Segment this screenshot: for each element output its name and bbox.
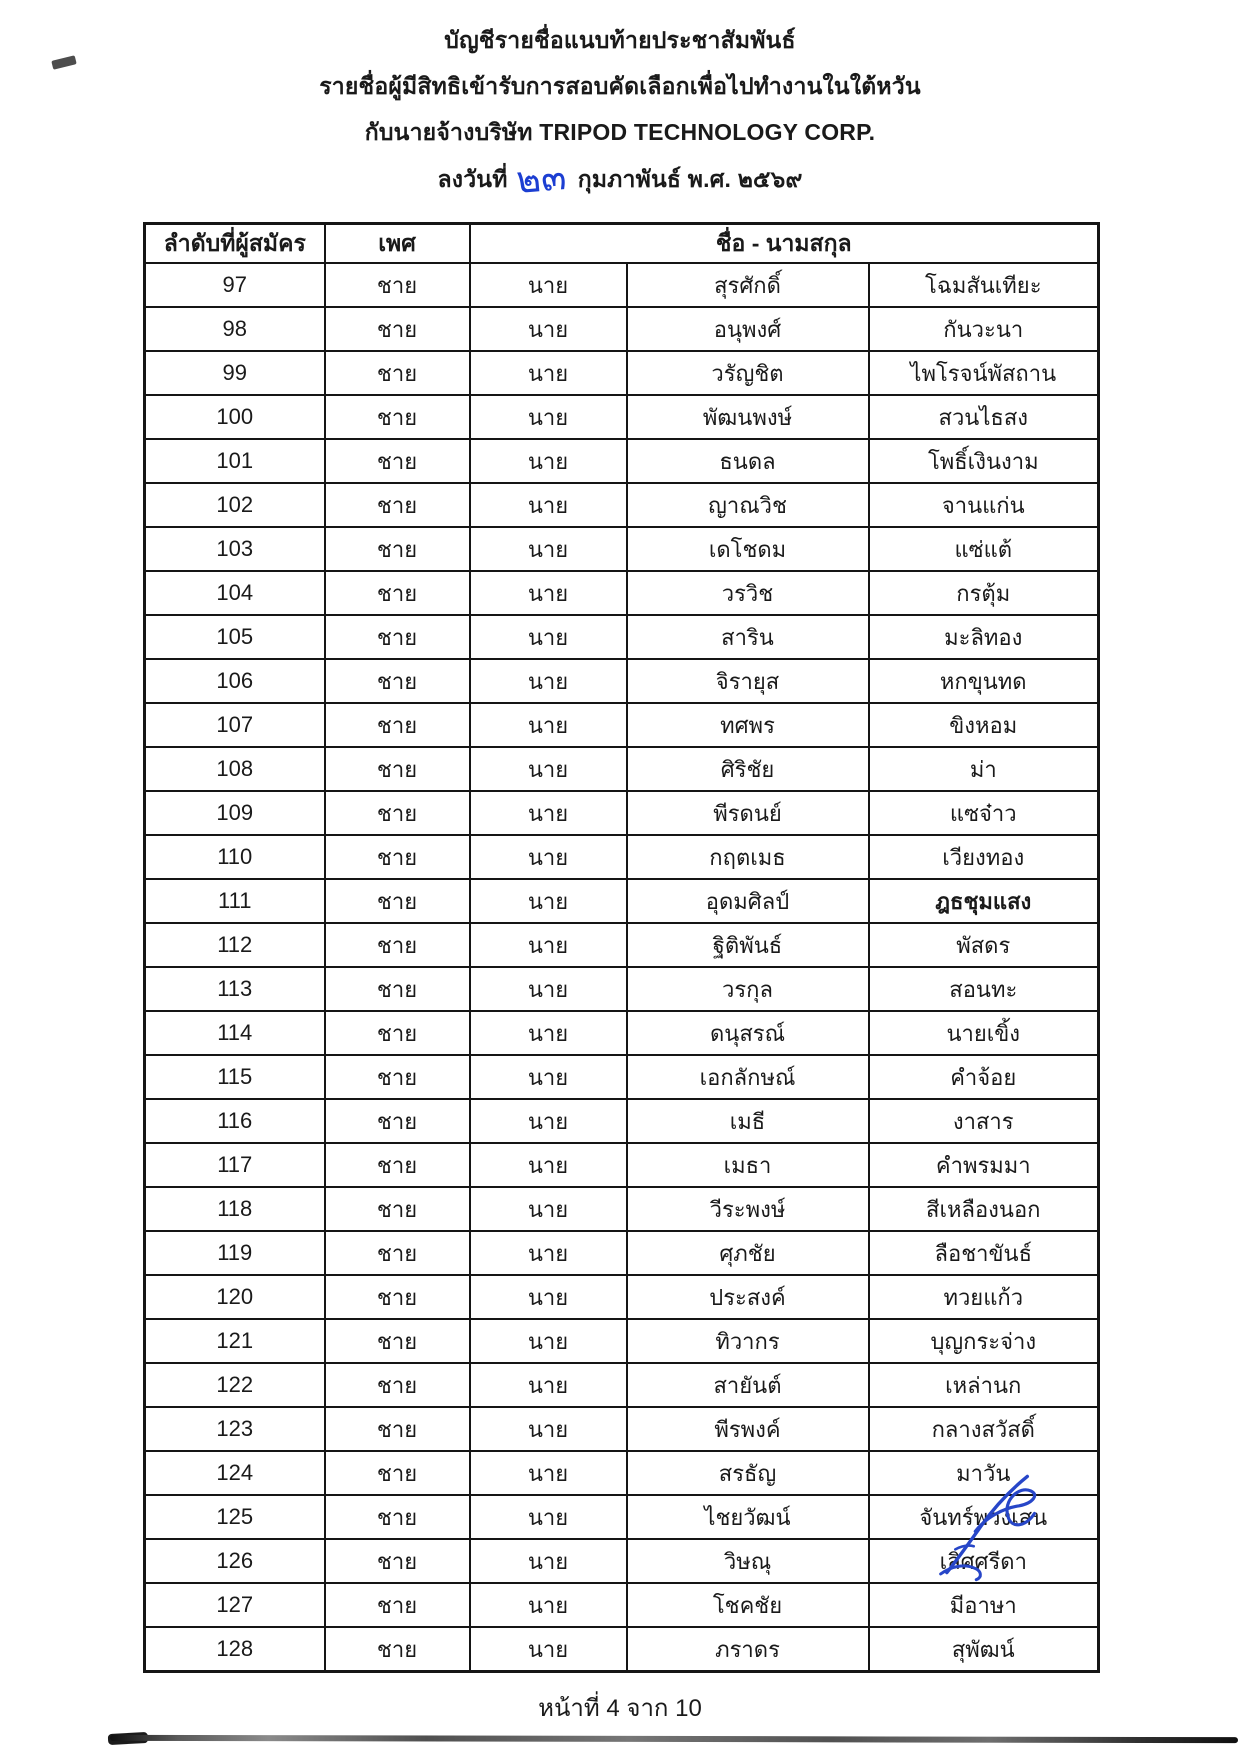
cell-last-name: จันทร์พวงเสน (869, 1495, 1099, 1539)
cell-title: นาย (470, 703, 627, 747)
cell-applicant-no: 127 (145, 1583, 325, 1627)
cell-title: นาย (470, 483, 627, 527)
cell-title: นาย (470, 967, 627, 1011)
cell-applicant-no: 100 (145, 395, 325, 439)
cell-first-name: พีรดนย์ (627, 791, 869, 835)
cell-gender: ชาย (325, 703, 470, 747)
cell-first-name: อุดมศิลป์ (627, 879, 869, 923)
cell-title: นาย (470, 1187, 627, 1231)
cell-first-name: ไชยวัฒน์ (627, 1495, 869, 1539)
cell-last-name: คำพรมมา (869, 1143, 1099, 1187)
table-row (145, 483, 1099, 527)
cell-last-name: กันวะนา (869, 307, 1099, 351)
cell-gender: ชาย (325, 791, 470, 835)
cell-gender: ชาย (325, 571, 470, 615)
cell-title: นาย (470, 1275, 627, 1319)
cell-first-name: เมธา (627, 1143, 869, 1187)
cell-last-name: มาวัน (869, 1451, 1099, 1495)
cell-last-name: พัสดร (869, 923, 1099, 967)
cell-gender: ชาย (325, 1143, 470, 1187)
table-header-row (145, 224, 1099, 264)
cell-title: นาย (470, 1495, 627, 1539)
cell-last-name: เลิศศรีดา (869, 1539, 1099, 1583)
cell-gender: ชาย (325, 1055, 470, 1099)
cell-last-name: คำจ้อย (869, 1055, 1099, 1099)
cell-applicant-no: 109 (145, 791, 325, 835)
cell-title: นาย (470, 659, 627, 703)
table-row (145, 659, 1099, 703)
cell-gender: ชาย (325, 1231, 470, 1275)
table-row (145, 439, 1099, 483)
cell-applicant-no: 115 (145, 1055, 325, 1099)
cell-gender: ชาย (325, 483, 470, 527)
cell-first-name: วิษณุ (627, 1539, 869, 1583)
cell-applicant-no: 104 (145, 571, 325, 615)
cell-applicant-no: 106 (145, 659, 325, 703)
cell-applicant-no: 118 (145, 1187, 325, 1231)
cell-gender: ชาย (325, 1539, 470, 1583)
cell-applicant-no: 97 (145, 263, 325, 307)
cell-title: นาย (470, 879, 627, 923)
cell-first-name: กฤตเมธ (627, 835, 869, 879)
table-row (145, 1011, 1099, 1055)
cell-first-name: ทิวากร (627, 1319, 869, 1363)
cell-applicant-no: 112 (145, 923, 325, 967)
cell-first-name: อนุพงศ์ (627, 307, 869, 351)
cell-gender: ชาย (325, 1187, 470, 1231)
cell-applicant-no: 98 (145, 307, 325, 351)
cell-title: นาย (470, 1011, 627, 1055)
cell-first-name: ธนดล (627, 439, 869, 483)
cell-last-name: บุญกระจ่าง (869, 1319, 1099, 1363)
cell-gender: ชาย (325, 351, 470, 395)
cell-title: นาย (470, 835, 627, 879)
cell-last-name: แซจ๋าว (869, 791, 1099, 835)
cell-applicant-no: 107 (145, 703, 325, 747)
document-title-line-3: กับนายจ้างบริษัท TRIPOD TECHNOLOGY CORP. (364, 119, 876, 145)
table-row (145, 307, 1099, 351)
cell-applicant-no: 103 (145, 527, 325, 571)
cell-applicant-no: 128 (145, 1627, 325, 1672)
cell-last-name: นายเขิ้ง (869, 1011, 1099, 1055)
cell-last-name: โพธิ์เงินงาม (869, 439, 1099, 483)
cell-title: นาย (470, 1407, 627, 1451)
cell-first-name: วรวิช (627, 571, 869, 615)
cell-first-name: โชคชัย (627, 1583, 869, 1627)
cell-first-name: วรกุล (627, 967, 869, 1011)
handwritten-date: ๒๓ (514, 155, 568, 202)
cell-title: นาย (470, 351, 627, 395)
date-line (0, 155, 1240, 202)
cell-gender: ชาย (325, 395, 470, 439)
cell-last-name: ฎธชุมแสง (869, 879, 1099, 923)
cell-first-name: เอกลักษณ์ (627, 1055, 869, 1099)
cell-title: นาย (470, 1627, 627, 1672)
cell-applicant-no: 105 (145, 615, 325, 659)
cell-gender: ชาย (325, 747, 470, 791)
cell-first-name: สาริน (627, 615, 869, 659)
cell-applicant-no: 125 (145, 1495, 325, 1539)
table-row (145, 1363, 1099, 1407)
page-number-label: หน้าที่ 4 จาก 10 (538, 1695, 702, 1722)
table-row (145, 747, 1099, 791)
cell-applicant-no: 110 (145, 835, 325, 879)
document-title-line-1: บัญชีรายชื่อแนบท้ายประชาสัมพันธ์ (444, 27, 796, 53)
table-row (145, 967, 1099, 1011)
table-row (145, 879, 1099, 923)
cell-first-name: เมธี (627, 1099, 869, 1143)
cell-applicant-no: 108 (145, 747, 325, 791)
table-row (145, 1099, 1099, 1143)
cell-first-name: จิรายุส (627, 659, 869, 703)
cell-applicant-no: 120 (145, 1275, 325, 1319)
cell-title: นาย (470, 395, 627, 439)
table-row (145, 527, 1099, 571)
table-row (145, 395, 1099, 439)
cell-gender: ชาย (325, 967, 470, 1011)
cell-first-name: วีระพงษ์ (627, 1187, 869, 1231)
cell-applicant-no: 113 (145, 967, 325, 1011)
cell-first-name: ทศพร (627, 703, 869, 747)
cell-last-name: ขิงหอม (869, 703, 1099, 747)
cell-title: นาย (470, 1055, 627, 1099)
cell-last-name: งาสาร (869, 1099, 1099, 1143)
cell-last-name: ไพโรจน์พัสถาน (869, 351, 1099, 395)
cell-applicant-no: 119 (145, 1231, 325, 1275)
cell-gender: ชาย (325, 615, 470, 659)
cell-last-name: สีเหลืองนอก (869, 1187, 1099, 1231)
table-row (145, 1055, 1099, 1099)
cell-first-name: ญาณวิช (627, 483, 869, 527)
table-row (145, 571, 1099, 615)
cell-first-name: เดโชดม (627, 527, 869, 571)
cell-first-name: สุรศักดิ์ (627, 263, 869, 307)
cell-title: นาย (470, 791, 627, 835)
header-full-name: ชื่อ - นามสกุล (470, 224, 1099, 264)
cell-last-name: สุพัฒน์ (869, 1627, 1099, 1672)
table-row (145, 1143, 1099, 1187)
cell-gender: ชาย (325, 1407, 470, 1451)
cell-title: นาย (470, 923, 627, 967)
cell-applicant-no: 126 (145, 1539, 325, 1583)
cell-title: นาย (470, 615, 627, 659)
cell-applicant-no: 122 (145, 1363, 325, 1407)
table-row (145, 1231, 1099, 1275)
cell-gender: ชาย (325, 527, 470, 571)
cell-gender: ชาย (325, 659, 470, 703)
cell-last-name: จานแก่น (869, 483, 1099, 527)
cell-applicant-no: 121 (145, 1319, 325, 1363)
cell-last-name: สวนไธสง (869, 395, 1099, 439)
cell-title: นาย (470, 263, 627, 307)
cell-gender: ชาย (325, 1451, 470, 1495)
table-row (145, 1407, 1099, 1451)
cell-title: นาย (470, 1231, 627, 1275)
table-row (145, 1319, 1099, 1363)
cell-first-name: ฐิติพันธ์ (627, 923, 869, 967)
handwritten-signature (909, 1449, 1055, 1600)
cell-title: นาย (470, 1099, 627, 1143)
cell-first-name: พัฒนพงษ์ (627, 395, 869, 439)
cell-last-name: โฉมสันเทียะ (869, 263, 1099, 307)
cell-title: นาย (470, 1363, 627, 1407)
cell-last-name: ลือชาขันธ์ (869, 1231, 1099, 1275)
table-row (145, 1627, 1099, 1672)
cell-applicant-no: 123 (145, 1407, 325, 1451)
cell-first-name: สายันต์ (627, 1363, 869, 1407)
cell-gender: ชาย (325, 835, 470, 879)
table-row (145, 791, 1099, 835)
document-title-line-2: รายชื่อผู้มีสิทธิเข้ารับการสอบคัดเลือกเพื่อไปทำงานในใต้หวัน (319, 73, 921, 99)
cell-first-name: ประสงค์ (627, 1275, 869, 1319)
table-row (145, 835, 1099, 879)
cell-gender: ชาย (325, 307, 470, 351)
scan-artifact-bottom-line (110, 1735, 1238, 1743)
cell-first-name: ศิริชัย (627, 747, 869, 791)
cell-last-name: เหล่านก (869, 1363, 1099, 1407)
cell-title: นาย (470, 571, 627, 615)
cell-gender: ชาย (325, 1099, 470, 1143)
cell-title: นาย (470, 439, 627, 483)
cell-applicant-no: 101 (145, 439, 325, 483)
table-row (145, 703, 1099, 747)
header-applicant-no: ลำดับที่ผู้สมัคร (145, 224, 325, 264)
cell-last-name: มะลิทอง (869, 615, 1099, 659)
cell-first-name: ภราดร (627, 1627, 869, 1672)
cell-applicant-no: 124 (145, 1451, 325, 1495)
cell-last-name: กรตุ้ม (869, 571, 1099, 615)
cell-first-name: ศุภชัย (627, 1231, 869, 1275)
cell-applicant-no: 99 (145, 351, 325, 395)
cell-last-name: กลางสวัสดิ์ (869, 1407, 1099, 1451)
cell-title: นาย (470, 1319, 627, 1363)
header-gender: เพศ (325, 224, 470, 264)
cell-gender: ชาย (325, 439, 470, 483)
cell-title: นาย (470, 307, 627, 351)
cell-gender: ชาย (325, 1011, 470, 1055)
table-row (145, 263, 1099, 307)
cell-last-name: มีอาษา (869, 1583, 1099, 1627)
cell-last-name: ทวยแก้ว (869, 1275, 1099, 1319)
cell-title: นาย (470, 1143, 627, 1187)
cell-applicant-no: 117 (145, 1143, 325, 1187)
cell-last-name: สอนทะ (869, 967, 1099, 1011)
date-prefix: ลงวันที่ (437, 166, 508, 192)
cell-applicant-no: 102 (145, 483, 325, 527)
cell-title: นาย (470, 1583, 627, 1627)
cell-applicant-no: 114 (145, 1011, 325, 1055)
cell-first-name: พีรพงค์ (627, 1407, 869, 1451)
table-row (145, 923, 1099, 967)
cell-applicant-no: 111 (145, 879, 325, 923)
cell-last-name: เวียงทอง (869, 835, 1099, 879)
table-row (145, 351, 1099, 395)
table-row (145, 615, 1099, 659)
cell-last-name: หกขุนทด (869, 659, 1099, 703)
cell-title: นาย (470, 1539, 627, 1583)
date-suffix: กุมภาพันธ์ พ.ศ. ๒๕๖๙ (577, 166, 803, 192)
cell-first-name: วรัญชิต (627, 351, 869, 395)
cell-gender: ชาย (325, 879, 470, 923)
cell-gender: ชาย (325, 1495, 470, 1539)
cell-last-name: แซ่แต้ (869, 527, 1099, 571)
cell-first-name: ดนุสรณ์ (627, 1011, 869, 1055)
cell-title: นาย (470, 747, 627, 791)
cell-gender: ชาย (325, 1319, 470, 1363)
cell-applicant-no: 116 (145, 1099, 325, 1143)
cell-gender: ชาย (325, 1275, 470, 1319)
cell-gender: ชาย (325, 923, 470, 967)
cell-title: นาย (470, 1451, 627, 1495)
cell-gender: ชาย (325, 1627, 470, 1672)
cell-gender: ชาย (325, 263, 470, 307)
cell-gender: ชาย (325, 1363, 470, 1407)
cell-title: นาย (470, 527, 627, 571)
cell-gender: ชาย (325, 1583, 470, 1627)
table-row (145, 1187, 1099, 1231)
table-row (145, 1275, 1099, 1319)
cell-last-name: ม่า (869, 747, 1099, 791)
cell-first-name: สรธัญ (627, 1451, 869, 1495)
